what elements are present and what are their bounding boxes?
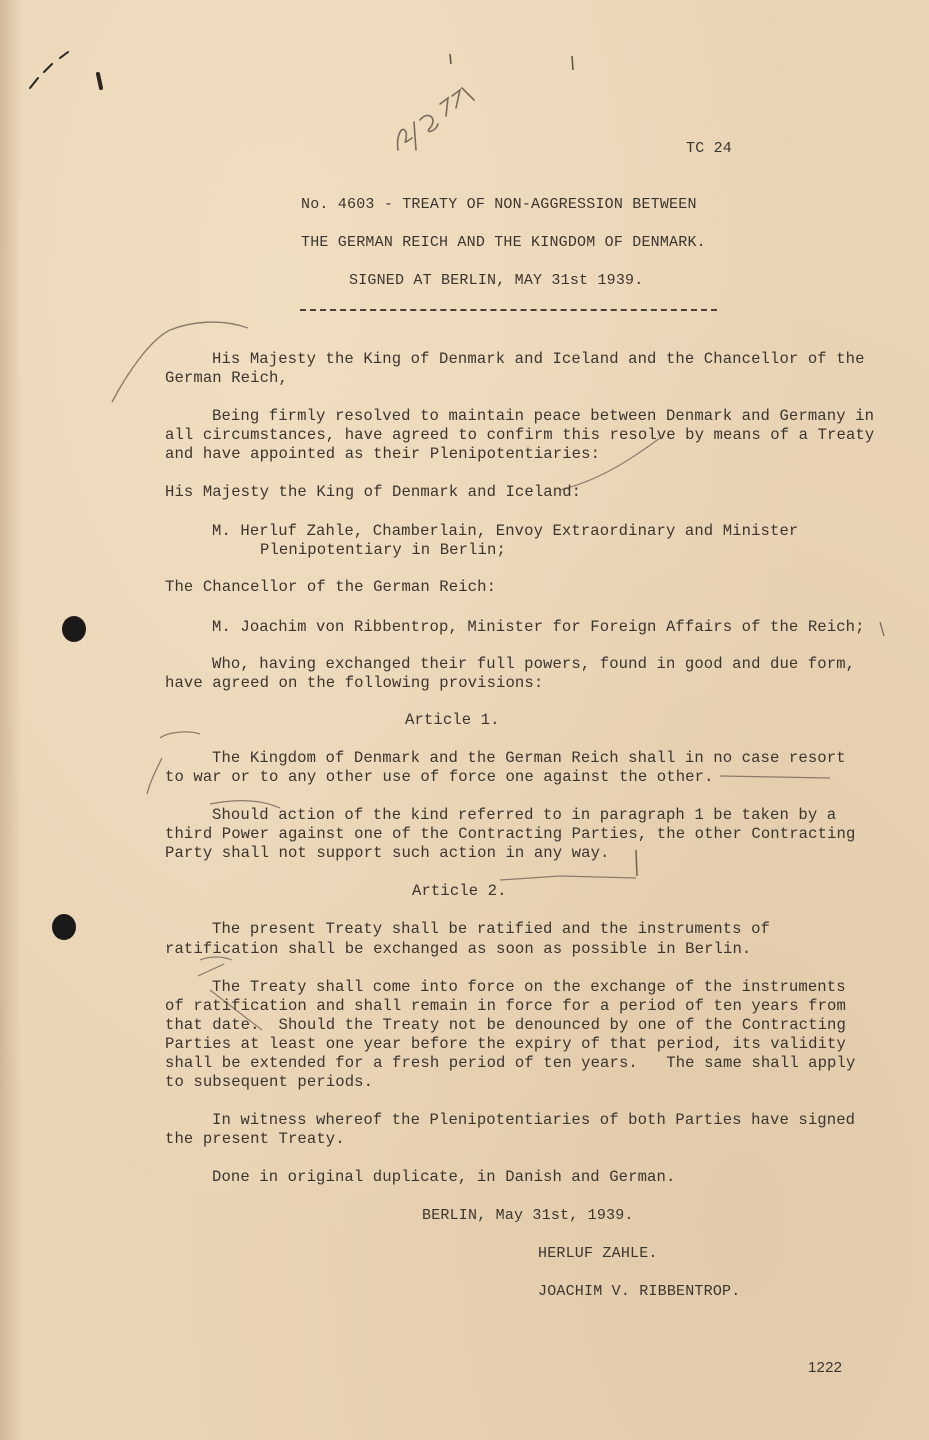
zahle-line-2: Plenipotentiary in Berlin; (260, 541, 506, 559)
article-2-p2-line-2: of ratification and shall remain in force for a period of ten years from (165, 997, 846, 1015)
witness-line-2: the present Treaty. (165, 1130, 345, 1148)
chancellor-heading: The Chancellor of the German Reich: (165, 578, 497, 596)
article-2-p1-line-1: The present Treaty shall be ratified and the instruments of (212, 920, 771, 938)
title-line-1: No. 4603 - TREATY OF NON-AGGRESSION BETWEEN (301, 196, 697, 213)
article-1-p2-line-3: Party shall not support such action in any way. (165, 844, 610, 862)
signatory-ribbentrop: JOACHIM V. RIBBENTROP. (538, 1283, 741, 1300)
article-2-heading: Article 2. (412, 882, 507, 900)
article-1-p2-line-1: Should action of the kind referred to in paragraph 1 be taken by a (212, 806, 837, 824)
punch-hole-top (62, 616, 86, 642)
zahle-line-1: M. Herluf Zahle, Chamberlain, Envoy Extraordinary and Minister (212, 522, 799, 540)
signatory-zahle: HERLUF ZAHLE. (538, 1245, 658, 1262)
article-2-p2-line-1: The Treaty shall come into force on the exchange of the instruments (212, 978, 846, 996)
punch-hole-bottom (52, 914, 76, 940)
preamble-line-1: His Majesty the King of Denmark and Iceland and the Chancellor of the (212, 350, 865, 368)
article-2-p2-line-5: shall be extended for a fresh period of ten years. The same shall apply (165, 1054, 856, 1072)
document-reference: TC 24 (686, 140, 733, 157)
page-number: 1222 (808, 1359, 843, 1376)
preamble-line-2: German Reich, (165, 369, 288, 387)
done-line: Done in original duplicate, in Danish and German. (212, 1168, 676, 1186)
who-line-1: Who, having exchanged their full powers, found in good and due form, (212, 655, 856, 673)
who-line-2: have agreed on the following provisions: (165, 674, 544, 692)
resolve-line-2: all circumstances, have agreed to confirm this resolve by means of a Treaty (165, 426, 875, 444)
ribbentrop-line: M. Joachim von Ribbentrop, Minister for Foreign Affairs of the Reich; (212, 618, 865, 636)
title-divider (300, 309, 717, 311)
article-2-p2-line-3: that date. Should the Treaty not be denounced by one of the Contracting (165, 1016, 846, 1034)
king-heading: His Majesty the King of Denmark and Iceland: (165, 483, 582, 501)
resolve-line-1: Being firmly resolved to maintain peace between Denmark and Germany in (212, 407, 875, 425)
article-1-p1-line-1: The Kingdom of Denmark and the German Reich shall in no case resort (212, 749, 846, 767)
article-1-heading: Article 1. (405, 711, 500, 729)
article-2-p2-line-6: to subsequent periods. (165, 1073, 374, 1091)
witness-line-1: In witness whereof the Plenipotentiaries of both Parties have signed (212, 1111, 856, 1129)
article-2-p1-line-2: ratification shall be exchanged as soon as possible in Berlin. (165, 940, 752, 958)
resolve-line-3: and have appointed as their Plenipotentiaries: (165, 445, 601, 463)
handwritten-annotation (398, 88, 474, 150)
article-2-p2-line-4: Parties at least one year before the expiry of that period, its validity (165, 1035, 846, 1053)
title-line-3: SIGNED AT BERLIN, MAY 31st 1939. (349, 272, 644, 289)
article-1-p2-line-2: third Power against one of the Contracting Parties, the other Contracting (165, 825, 856, 843)
title-line-2: THE GERMAN REICH AND THE KINGDOM OF DENMARK. (301, 234, 706, 251)
article-1-p1-line-2: to war or to any other use of force one against the other. (165, 768, 714, 786)
place-date: BERLIN, May 31st, 1939. (422, 1207, 634, 1224)
